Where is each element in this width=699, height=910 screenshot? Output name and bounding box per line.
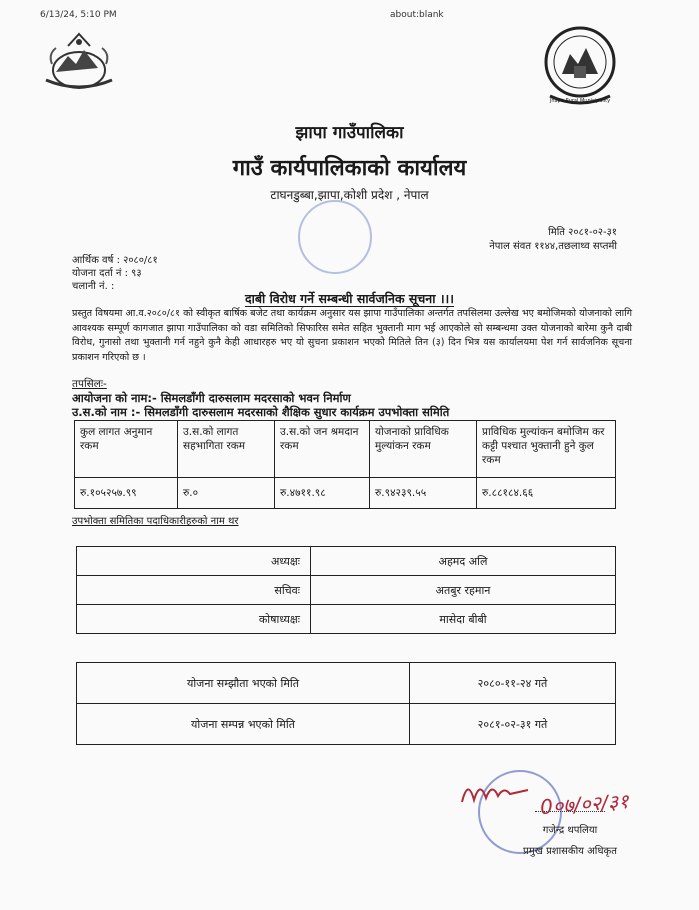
cost-value-cell: रु.० xyxy=(178,478,275,509)
nepal-emblem-icon xyxy=(38,28,120,100)
project-name: आयोजना को नाम:- सिमलडाँगी दारुसलाम मदरसाको भवन निर्माण xyxy=(72,391,351,405)
office-name: गाउँ कार्यपालिकाको कार्यालय xyxy=(232,156,467,181)
signatory-name: गजेन्द्र थपलिया xyxy=(542,825,598,836)
date-row xyxy=(77,663,616,704)
nepal-samvat-date: नेपाल संवत ११४४,तछलाथ्व सप्तमी xyxy=(489,241,617,252)
fiscal-year: आर्थिक वर्ष : २०८०/८१ xyxy=(72,255,158,266)
date-label: योजना सम्झौता भएको मिति xyxy=(77,663,410,704)
notice-body: प्रस्तुत विषयमा आ.व.२०८०/८१ को स्वीकृत बार्षिक बजेट तथा कार्यक्रम अनुसार यस झापा गाउँपालिका अन्तर्गत तपसिलमा उल्लेख भए बमोजिमको योजनाको लागि आवश्यक सम्पूर्ण कागजात झापा गाउँपालिका को वडा समितिको सिफारिस समेत सहित भुक्तानी माग भई आएकोले सो सम्बन्धमा उक्त योजनाको बारेमा कुनै दाबी विरोध, गुनासो तथा भुक्तानी गर्न नहुने कुनै केही आधारहरु भए यो सुचना प्रकाशन भएकोे मितिले तिन (३) दिन भित्र यस कार्यालयमा पेश गर्न सार्वजनिक सूचना प्रकाशन गरिएको छ । xyxy=(72,308,632,363)
official-row xyxy=(77,547,616,576)
official-row xyxy=(77,576,616,605)
signatory-designation: प्रमुख प्रशासकीय अधिकृत xyxy=(523,846,617,857)
office-stamp-icon xyxy=(298,200,372,274)
committee-name: उ.स.को नाम :- सिमलडाँगी दारुसलाम मदरसाको शैक्षिक सुधार कार्यक्रम उपभोक्ता समिति xyxy=(72,405,450,419)
cost-table-header-row xyxy=(75,421,616,478)
officials-table xyxy=(76,546,616,634)
signature-line xyxy=(535,811,605,812)
cost-value-cell: रु.९४२३९.५५ xyxy=(370,478,477,509)
office-address: टाघनडुब्बा,झापा,कोशी प्रदेश , नेपाल xyxy=(270,188,429,202)
cost-table xyxy=(74,420,616,509)
municipality-logo-icon xyxy=(540,18,620,108)
official-name: अतबुर रहमान xyxy=(311,576,616,605)
cost-header-cell: उ.स.को जन श्रमदान रकम xyxy=(275,421,370,478)
letter-date: मिति २०८१-०२-३१ xyxy=(548,227,617,238)
cost-header-cell: प्राविधिक मुल्यांकन बमोजिम कर कट्टी पश्चात भुक्तानी हुने कुल रकम xyxy=(477,421,616,478)
cost-table-value-row xyxy=(75,478,616,509)
official-row xyxy=(77,605,616,634)
date-value: २०८१-०२-३१ गते xyxy=(410,704,616,745)
cost-value-cell: रु.८८१८४.६६ xyxy=(477,478,616,509)
municipality-name: झापा गाउँपालिका xyxy=(295,123,404,143)
official-role: अध्यक्षः xyxy=(77,547,311,576)
cost-value-cell: रु.१०५२५७.९९ xyxy=(75,478,178,509)
cost-header-cell: योजनाको प्राविधिक मुल्यांकन रकम xyxy=(370,421,477,478)
municipality-logo-text: Jhapa Rural Municipality xyxy=(549,98,611,104)
details-heading: तपसिलः- xyxy=(72,378,107,390)
plan-registration-number: योजना दर्ता नं : ९३ xyxy=(72,268,142,279)
date-row xyxy=(77,704,616,745)
dates-table xyxy=(76,662,616,745)
cost-value-cell: रु.४७११.९८ xyxy=(275,478,370,509)
print-timestamp: 6/13/24, 5:10 PM xyxy=(40,10,117,20)
official-role: सचिवः xyxy=(77,576,311,605)
handwritten-date: 0०७/०२/३१ xyxy=(539,788,630,820)
dispatch-number: चलानी नं. : xyxy=(72,281,115,292)
print-url: about:blank xyxy=(390,10,444,20)
cost-header-cell: कुल लागत अनुमान रकम xyxy=(75,421,178,478)
officials-heading: उपभोक्ता समितिका पदाधिकारीहरुको नाम थर xyxy=(72,516,239,527)
notice-title: दाबी विरोध गर्ने सम्बन्धी सार्वजनिक सूचना ।।। xyxy=(244,291,455,306)
official-name: मासेदा बीबी xyxy=(311,605,616,634)
official-name: अहमद अलि xyxy=(311,547,616,576)
date-label: योजना सम्पन्न भएको मिति xyxy=(77,704,410,745)
signature-scribble-icon xyxy=(458,772,538,812)
official-role: कोषाध्यक्षः xyxy=(77,605,311,634)
cost-header-cell: उ.स.को लागत सहभागिता रकम xyxy=(178,421,275,478)
date-value: २०८०-११-२४ गते xyxy=(410,663,616,704)
